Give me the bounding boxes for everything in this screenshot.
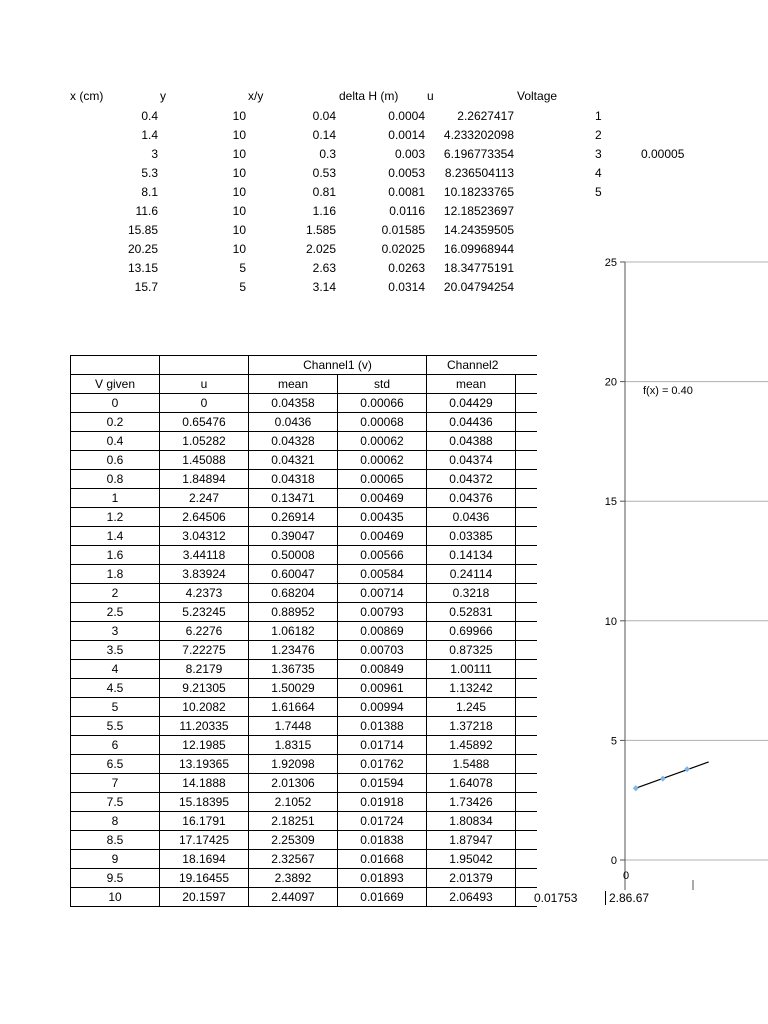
table-cell: 0.2 xyxy=(71,413,160,432)
clipped-cell xyxy=(516,546,537,565)
table-cell: 0.04429 xyxy=(427,394,516,413)
voltage-extra-value: 0.00005 xyxy=(641,147,685,161)
clipped-cell xyxy=(516,413,537,432)
top-table-cell: 20.04794254 xyxy=(443,280,514,294)
top-table-cell: 16.09968944 xyxy=(443,242,514,256)
top-table-cell: 3 xyxy=(151,147,158,161)
clipped-cell xyxy=(516,869,537,888)
clipped-cell xyxy=(516,717,537,736)
table-cell: 1.92098 xyxy=(249,755,338,774)
table-cell: 0.3218 xyxy=(427,584,516,603)
clipped-cell xyxy=(516,527,537,546)
table-cell: 0.00994 xyxy=(338,698,427,717)
voltage-list-item: 3 xyxy=(595,147,602,161)
data-point xyxy=(660,776,666,782)
col-header-u: u xyxy=(160,375,249,394)
top-table-cell: 0.0014 xyxy=(388,128,425,142)
top-table-cell: 3.14 xyxy=(312,280,336,294)
table-cell: 0.04321 xyxy=(249,451,338,470)
top-table-cell: 10.18233765 xyxy=(443,185,514,199)
table-row xyxy=(71,812,537,831)
table-cell: 2.25309 xyxy=(249,831,338,850)
table-cell: 1.45088 xyxy=(160,451,249,470)
table-cell: 1.37218 xyxy=(427,717,516,736)
table-cell: 2.3892 xyxy=(249,869,338,888)
table-row xyxy=(71,774,537,793)
table-cell: 0.13471 xyxy=(249,489,338,508)
header-voltage: Voltage xyxy=(517,89,558,103)
table-cell: 0.52831 xyxy=(427,603,516,622)
col-header-ch1-std: std xyxy=(338,375,427,394)
table-cell: 7 xyxy=(71,774,160,793)
table-cell: 3.04312 xyxy=(160,527,249,546)
table-row xyxy=(71,850,537,869)
table-cell: 0.0436 xyxy=(249,413,338,432)
table-cell: 1.73426 xyxy=(427,793,516,812)
trendline-equation: f(x) = 0.40 xyxy=(643,385,693,397)
clipped-cell xyxy=(516,736,537,755)
top-table-cell: 1.4 xyxy=(141,128,158,142)
table-cell: 0.26914 xyxy=(249,508,338,527)
x-tick-label: 0 xyxy=(622,870,630,882)
top-table-cell: 0.0004 xyxy=(388,109,425,123)
table-cell: 0.68204 xyxy=(249,584,338,603)
top-table-cell: 0.0081 xyxy=(388,185,425,199)
table-cell: 0.04388 xyxy=(427,432,516,451)
top-table-cell: 2.025 xyxy=(305,242,336,256)
table-row xyxy=(71,755,537,774)
table-cell: 0.01669 xyxy=(338,888,427,907)
table-cell: 0.4 xyxy=(71,432,160,451)
table-cell: 0 xyxy=(71,394,160,413)
table-cell: 9.5 xyxy=(71,869,160,888)
table-cell: 0 xyxy=(160,394,249,413)
top-table-cell: 10 xyxy=(232,223,246,237)
table-cell: 2.18251 xyxy=(249,812,338,831)
table-cell: 0.39047 xyxy=(249,527,338,546)
clipped-cell xyxy=(516,432,537,451)
top-table-cell: 10 xyxy=(232,185,246,199)
table-cell: 1.87947 xyxy=(427,831,516,850)
table-cell: 14.1888 xyxy=(160,774,249,793)
clipped-cell xyxy=(516,679,537,698)
table-cell: 0.00469 xyxy=(338,527,427,546)
col-header-ch1-mean: mean xyxy=(249,375,338,394)
top-table-cell: 12.18523697 xyxy=(443,204,514,218)
table-cell: 0.00714 xyxy=(338,584,427,603)
trendline xyxy=(636,762,709,788)
top-table-cell: 10 xyxy=(232,109,246,123)
table-cell: 20.1597 xyxy=(160,888,249,907)
table-cell: 17.17425 xyxy=(160,831,249,850)
table-cell: 0.04436 xyxy=(427,413,516,432)
table-cell: 0.00566 xyxy=(338,546,427,565)
table-cell: 2.64506 xyxy=(160,508,249,527)
table-cell: 2.5 xyxy=(71,603,160,622)
table-row xyxy=(71,888,537,907)
table-cell: 5.5 xyxy=(71,717,160,736)
top-table-cell: 0.0263 xyxy=(388,261,425,275)
clipped-cell xyxy=(516,394,537,413)
top-table-cell: 20.25 xyxy=(127,242,158,256)
table-cell: 0.87325 xyxy=(427,641,516,660)
table-cell: 0.00584 xyxy=(338,565,427,584)
table-cell: 1 xyxy=(71,489,160,508)
table-cell: 1.95042 xyxy=(427,850,516,869)
table-cell: 2.01306 xyxy=(249,774,338,793)
table-cell: 8.5 xyxy=(71,831,160,850)
table-cell: 1.23476 xyxy=(249,641,338,660)
table-cell: 0.00065 xyxy=(338,470,427,489)
table-cell: 2 xyxy=(71,584,160,603)
table-cell: 9 xyxy=(71,850,160,869)
top-table-cell: 15.7 xyxy=(134,280,158,294)
table-cell: 1.5488 xyxy=(427,755,516,774)
top-table-cell: 0.0053 xyxy=(388,166,425,180)
col-header-ch2-mean: mean xyxy=(427,375,516,394)
group-header-channel2: Channel2 xyxy=(427,356,537,375)
table-row xyxy=(71,508,537,527)
table-cell: 3.5 xyxy=(71,641,160,660)
table-cell: 0.00066 xyxy=(338,394,427,413)
table-row xyxy=(71,432,537,451)
table-cell: 0.01724 xyxy=(338,812,427,831)
table-cell: 8 xyxy=(71,812,160,831)
table-cell: 0.00435 xyxy=(338,508,427,527)
table-row xyxy=(71,869,537,888)
top-table-cell: 0.4 xyxy=(141,109,158,123)
top-table-cell: 1.16 xyxy=(312,204,336,218)
clipped-cell xyxy=(516,489,537,508)
table-cell: 6 xyxy=(71,736,160,755)
table-cell: 7.22275 xyxy=(160,641,249,660)
table-cell: 3 xyxy=(71,622,160,641)
y-tick-label: 20 xyxy=(604,376,617,389)
top-table-cell: 0.0116 xyxy=(389,204,425,218)
group-header-empty xyxy=(71,356,160,375)
table-row xyxy=(71,698,537,717)
group-header-empty xyxy=(160,356,249,375)
table-cell: 1.7448 xyxy=(249,717,338,736)
table-row xyxy=(71,565,537,584)
table-cell: 4.2373 xyxy=(160,584,249,603)
table-cell: 0.00961 xyxy=(338,679,427,698)
clipped-cell xyxy=(516,831,537,850)
table-cell: 16.1791 xyxy=(160,812,249,831)
table-cell: 2.01379 xyxy=(427,869,516,888)
table-cell: 2.32567 xyxy=(249,850,338,869)
table-row xyxy=(71,584,537,603)
table-cell: 0.14134 xyxy=(427,546,516,565)
data-point xyxy=(633,785,639,791)
table-cell: 1.36735 xyxy=(249,660,338,679)
table-cell: 3.44118 xyxy=(160,546,249,565)
table-cell: 11.20335 xyxy=(160,717,249,736)
clipped-cell xyxy=(516,774,537,793)
table-cell: 1.245 xyxy=(427,698,516,717)
table-cell: 0.04376 xyxy=(427,489,516,508)
table-cell: 0.00062 xyxy=(338,432,427,451)
scatter-chart xyxy=(600,250,768,890)
top-table-cell: 11.6 xyxy=(135,204,158,218)
clipped-cell xyxy=(516,698,537,717)
top-table-cell: 0.01585 xyxy=(381,223,425,237)
table-cell: 0.01918 xyxy=(338,793,427,812)
table-cell: 10 xyxy=(71,888,160,907)
top-table-cell: 0.0314 xyxy=(388,280,425,294)
table-cell: 1.80834 xyxy=(427,812,516,831)
channel-table xyxy=(70,355,537,907)
table-row xyxy=(71,679,537,698)
table-cell: 1.2 xyxy=(71,508,160,527)
table-cell: 19.16455 xyxy=(160,869,249,888)
table-cell: 0.01594 xyxy=(338,774,427,793)
table-cell: 0.69966 xyxy=(427,622,516,641)
header-x-over-y: x/y xyxy=(248,89,264,103)
y-tick-label: 15 xyxy=(604,496,617,509)
top-table-cell: 10 xyxy=(232,204,246,218)
top-table-cell: 10 xyxy=(232,128,246,142)
table-cell: 0.03385 xyxy=(427,527,516,546)
table-row xyxy=(71,489,537,508)
top-table-cell: 0.003 xyxy=(394,147,425,161)
table-cell: 0.01762 xyxy=(338,755,427,774)
y-tick-label: 10 xyxy=(604,615,617,628)
table-cell: 1.64078 xyxy=(427,774,516,793)
top-table-cell: 2.2627417 xyxy=(457,109,514,123)
voltage-list-item: 2 xyxy=(595,128,602,142)
table-cell: 0.88952 xyxy=(249,603,338,622)
table-cell: 4 xyxy=(71,660,160,679)
top-table-cell: 15.85 xyxy=(127,223,158,237)
table-cell: 4.5 xyxy=(71,679,160,698)
clipped-cell xyxy=(516,660,537,679)
overflow-next-col: 2.86.67 xyxy=(605,891,649,905)
table-row xyxy=(71,641,537,660)
top-table-cell: 10 xyxy=(232,166,246,180)
clipped-cell xyxy=(516,641,537,660)
table-row xyxy=(71,736,537,755)
table-row xyxy=(71,546,537,565)
header-x-cm: x (cm) xyxy=(70,89,104,103)
table-cell: 5.23245 xyxy=(160,603,249,622)
header-u: u xyxy=(427,89,434,103)
table-cell: 0.00469 xyxy=(338,489,427,508)
top-table-cell: 0.14 xyxy=(312,128,336,142)
table-cell: 18.1694 xyxy=(160,850,249,869)
top-table-cell: 0.04 xyxy=(312,109,336,123)
table-row xyxy=(71,451,537,470)
clipped-cell xyxy=(516,793,537,812)
top-table-cell: 0.3 xyxy=(319,147,336,161)
top-table-cell: 13.15 xyxy=(127,261,158,275)
top-table-cell: 5 xyxy=(239,261,246,275)
table-cell: 0.00793 xyxy=(338,603,427,622)
table-cell: 0.0436 xyxy=(427,508,516,527)
y-tick-label: 5 xyxy=(610,735,617,748)
table-cell: 2.1052 xyxy=(249,793,338,812)
table-cell: 0.6 xyxy=(71,451,160,470)
table-cell: 2.247 xyxy=(160,489,249,508)
group-header-channel1: Channel1 (v) xyxy=(249,356,427,375)
header-y: y xyxy=(160,89,166,103)
top-table-cell: 5.3 xyxy=(141,166,158,180)
clipped-cell xyxy=(516,603,537,622)
table-row xyxy=(71,413,537,432)
table-cell: 7.5 xyxy=(71,793,160,812)
table-row xyxy=(71,793,537,812)
table-row xyxy=(71,831,537,850)
table-cell: 1.6 xyxy=(71,546,160,565)
top-table-cell: 14.24359505 xyxy=(443,223,514,237)
table-cell: 0.04374 xyxy=(427,451,516,470)
table-cell: 0.01893 xyxy=(338,869,427,888)
table-cell: 0.04372 xyxy=(427,470,516,489)
table-row xyxy=(71,394,537,413)
table-cell: 3.83924 xyxy=(160,565,249,584)
table-row xyxy=(71,717,537,736)
clipped-cell xyxy=(516,508,537,527)
table-cell: 1.84894 xyxy=(160,470,249,489)
clipped-cell xyxy=(516,565,537,584)
table-cell: 0.01668 xyxy=(338,850,427,869)
table-cell: 0.04358 xyxy=(249,394,338,413)
clipped-cell xyxy=(516,622,537,641)
table-cell: 1.50029 xyxy=(249,679,338,698)
voltage-list-item: 5 xyxy=(595,185,602,199)
table-cell: 0.00062 xyxy=(338,451,427,470)
top-table-cell: 4.233202098 xyxy=(443,128,514,142)
table-cell: 12.1985 xyxy=(160,736,249,755)
clipped-cell xyxy=(516,584,537,603)
table-cell: 0.65476 xyxy=(160,413,249,432)
table-cell: 0.50008 xyxy=(249,546,338,565)
chart-svg xyxy=(600,250,768,890)
table-cell: 10.2082 xyxy=(160,698,249,717)
group-header-row xyxy=(71,356,537,375)
table-cell: 13.19365 xyxy=(160,755,249,774)
top-table-cell: 0.02025 xyxy=(381,242,425,256)
table-row xyxy=(71,603,537,622)
table-cell: 0.00068 xyxy=(338,413,427,432)
table-row xyxy=(71,470,537,489)
table-cell: 1.45892 xyxy=(427,736,516,755)
table-cell: 0.24114 xyxy=(427,565,516,584)
table-cell: 8.2179 xyxy=(160,660,249,679)
table-cell: 0.01388 xyxy=(338,717,427,736)
table-row xyxy=(71,622,537,641)
table-cell: 1.8315 xyxy=(249,736,338,755)
table-cell: 0.8 xyxy=(71,470,160,489)
top-table-cell: 8.1 xyxy=(141,185,158,199)
table-cell: 0.04318 xyxy=(249,470,338,489)
table-cell: 15.18395 xyxy=(160,793,249,812)
table-cell: 0.00869 xyxy=(338,622,427,641)
table-cell: 0.01838 xyxy=(338,831,427,850)
clipped-cell xyxy=(516,451,537,470)
clipped-cell xyxy=(516,755,537,774)
table-cell: 1.8 xyxy=(71,565,160,584)
clipped-cell xyxy=(516,850,537,869)
table-cell: 0.04328 xyxy=(249,432,338,451)
table-cell: 1.13242 xyxy=(427,679,516,698)
table-row xyxy=(71,660,537,679)
table-cell: 1.00111 xyxy=(427,660,516,679)
col-header-v-given: V given xyxy=(71,375,160,394)
table-cell: 6.2276 xyxy=(160,622,249,641)
table-cell: 1.61664 xyxy=(249,698,338,717)
header-delta-h: delta H (m) xyxy=(339,89,399,103)
top-table-cell: 0.53 xyxy=(312,166,336,180)
table-cell: 0.00703 xyxy=(338,641,427,660)
top-table-cell: 0.81 xyxy=(312,185,336,199)
top-table-cell: 5 xyxy=(239,280,246,294)
y-tick-label: 25 xyxy=(604,257,617,269)
table-cell: 0.00849 xyxy=(338,660,427,679)
voltage-list-item: 4 xyxy=(595,166,602,180)
top-table-cell: 2.63 xyxy=(312,261,336,275)
clipped-cell xyxy=(516,470,537,489)
col-header-clipped xyxy=(516,375,537,394)
table-row xyxy=(71,527,537,546)
top-table-cell: 10 xyxy=(232,242,246,256)
table-cell: 1.4 xyxy=(71,527,160,546)
top-table-cell: 10 xyxy=(232,147,246,161)
top-table-cell: 6.196773354 xyxy=(443,147,514,161)
table-cell: 5 xyxy=(71,698,160,717)
overflow-ch2-std: 0.01753 xyxy=(534,891,578,905)
table-cell: 1.05282 xyxy=(160,432,249,451)
top-table-cell: 8.236504113 xyxy=(444,166,514,180)
y-tick-label: 0 xyxy=(610,855,617,867)
table-cell: 9.21305 xyxy=(160,679,249,698)
table-cell: 0.60047 xyxy=(249,565,338,584)
table-cell: 2.44097 xyxy=(249,888,338,907)
top-table-cell: 1.585 xyxy=(305,223,336,237)
clipped-cell xyxy=(516,812,537,831)
table-cell: 2.06493 xyxy=(427,888,516,907)
table-cell: 0.01714 xyxy=(338,736,427,755)
data-point xyxy=(684,766,690,772)
top-table-cell: 18.34775191 xyxy=(443,261,514,275)
column-header-row xyxy=(71,375,537,394)
table-cell: 1.06182 xyxy=(249,622,338,641)
table-cell: 6.5 xyxy=(71,755,160,774)
voltage-list-item: 1 xyxy=(595,109,602,123)
